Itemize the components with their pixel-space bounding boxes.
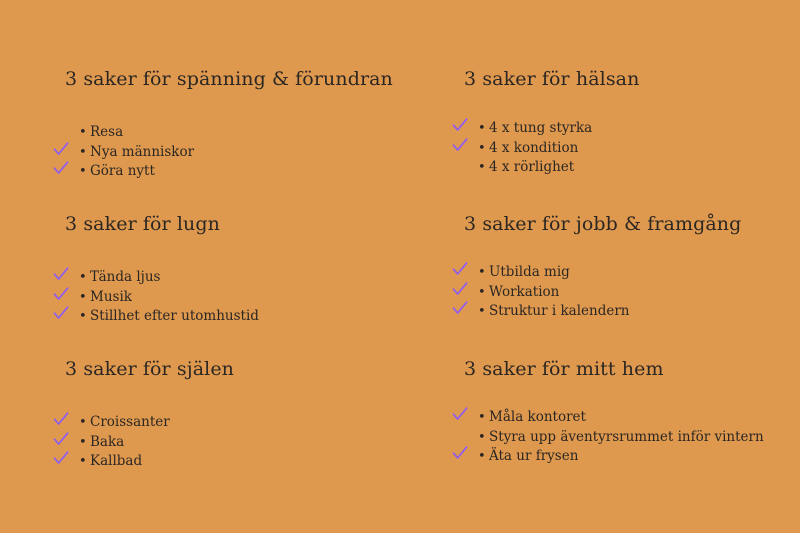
item-label: Styra upp äventyrsrummet inför vintern	[489, 428, 764, 445]
bullet-icon: •	[79, 309, 87, 324]
item-label: Äta ur frysen	[489, 448, 579, 464]
section-lugn	[65, 213, 425, 324]
section-title: 3 saker för hälsan	[464, 68, 640, 90]
bullet-icon: •	[478, 140, 486, 156]
section-title: 3 saker för själen	[65, 358, 235, 380]
section-halsan	[464, 68, 800, 175]
checkmark-icon	[452, 300, 468, 316]
bullet-icon: •	[478, 449, 486, 464]
item-label: Struktur i kalendern	[489, 303, 630, 319]
item-label: Kallbad	[90, 453, 143, 469]
checkmark-icon	[53, 450, 69, 466]
bullet-icon: •	[478, 160, 486, 175]
checkmark-icon	[53, 266, 69, 282]
bullet-icon: •	[478, 304, 486, 319]
item-label: Resa	[90, 124, 124, 140]
item-label: Baka	[90, 433, 125, 450]
item-label: 4 x rörlighet	[489, 159, 575, 175]
item-label: Tända ljus	[90, 269, 161, 285]
checkmark-icon	[452, 117, 468, 133]
section-jobb	[464, 213, 800, 319]
checkmark-icon	[452, 137, 468, 153]
section-title: 3 saker för lugn	[65, 213, 220, 235]
checkmark-icon	[452, 261, 468, 277]
bullet-icon: •	[79, 454, 87, 469]
checkmark-icon	[53, 411, 69, 427]
bullet-icon: •	[79, 125, 87, 140]
item-label: Nya människor	[90, 143, 195, 160]
item-label: Musik	[90, 288, 132, 305]
checkmark-icon	[53, 141, 69, 157]
bullet-icon: •	[478, 265, 486, 280]
bullet-icon: •	[478, 429, 486, 445]
checkmark-icon	[452, 406, 468, 422]
item-label: 4 x kondition	[489, 139, 579, 156]
item-label: Croissanter	[90, 414, 170, 430]
bullet-icon: •	[79, 144, 87, 160]
bullet-icon: •	[478, 284, 486, 300]
item-label: Utbilda mig	[489, 264, 570, 280]
section-spanning	[65, 68, 425, 179]
section-sjalen	[65, 358, 425, 469]
bullet-icon: •	[79, 270, 87, 285]
checkmark-icon	[53, 160, 69, 176]
section-title: 3 saker för spänning & förundran	[65, 68, 393, 90]
checkmark-icon	[452, 281, 468, 297]
section-hem	[464, 358, 800, 464]
checkmark-icon	[53, 286, 69, 302]
bullet-icon: •	[79, 289, 87, 305]
item-label: Göra nytt	[90, 163, 155, 179]
item-label: Workation	[489, 283, 560, 300]
checkmark-icon	[53, 305, 69, 321]
bullet-icon: •	[79, 415, 87, 430]
item-label: Måla kontoret	[489, 409, 586, 425]
checkmark-icon	[452, 445, 468, 461]
bullet-icon: •	[478, 410, 486, 425]
checkmark-icon	[53, 431, 69, 447]
item-label: Stillhet efter utomhustid	[90, 308, 259, 324]
bullet-icon: •	[478, 121, 486, 136]
section-title: 3 saker för jobb & framgång	[464, 213, 742, 235]
section-title: 3 saker för mitt hem	[464, 358, 664, 380]
bullet-icon: •	[79, 434, 87, 450]
item-label: 4 x tung styrka	[489, 120, 593, 136]
bullet-icon: •	[79, 164, 87, 179]
